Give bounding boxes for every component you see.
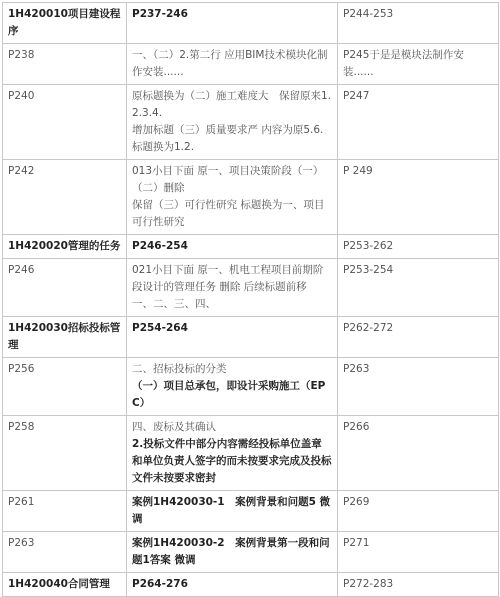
- change-line: 013小目下面 原一、项目决策阶段（一）（二）删除: [132, 165, 324, 194]
- change-cell: [127, 44, 338, 85]
- table-row: [3, 358, 499, 416]
- change-cell: [127, 491, 338, 532]
- section-cell: P242: [3, 160, 127, 235]
- table-row: [3, 3, 499, 44]
- change-line: 原标题换为（二）施工难度大 保留原来1.2.3.4.: [132, 90, 332, 119]
- change-line: 二、招标投标的分类: [132, 363, 227, 375]
- change-cell: [127, 235, 338, 259]
- change-cell: [127, 573, 338, 597]
- section-cell: 1H420030招标投标管理: [3, 317, 127, 358]
- new-page-cell: P245于是是模块法制作安装......: [338, 44, 499, 85]
- change-line: 一、二、三、四、: [132, 298, 216, 310]
- change-line: 案例1H420030-1 案例背景和问题5 微调: [132, 496, 331, 525]
- table-row: [3, 317, 499, 358]
- new-page-cell: P262-272: [338, 317, 499, 358]
- section-cell: P256: [3, 358, 127, 416]
- change-cell: [127, 259, 338, 317]
- table-body: [3, 3, 499, 597]
- new-page-cell: P247: [338, 85, 499, 160]
- section-cell: P246: [3, 259, 127, 317]
- change-line: （一）项目总承包，即设计采购施工（EPC）: [132, 380, 326, 409]
- change-line: 四、废标及其确认: [132, 421, 216, 433]
- section-cell: P263: [3, 532, 127, 573]
- section-cell: 1H420010项目建设程序: [3, 3, 127, 44]
- new-page-cell: P263: [338, 358, 499, 416]
- table-row: [3, 44, 499, 85]
- section-cell: P240: [3, 85, 127, 160]
- new-page-cell: P269: [338, 491, 499, 532]
- table-row: [3, 532, 499, 573]
- table-row: [3, 573, 499, 597]
- table-row: [3, 160, 499, 235]
- new-page-cell: P253-254: [338, 259, 499, 317]
- new-page-cell: P 249: [338, 160, 499, 235]
- new-page-cell: P253-262: [338, 235, 499, 259]
- change-line: 案例1H420030-2 案例背景第一段和问题1答案 微调: [132, 537, 330, 566]
- section-cell: P258: [3, 416, 127, 491]
- change-line: P254-264: [132, 322, 188, 334]
- table-row: [3, 416, 499, 491]
- new-page-cell: P244-253: [338, 3, 499, 44]
- change-cell: [127, 317, 338, 358]
- change-line: P246-254: [132, 240, 188, 252]
- new-page-cell: P271: [338, 532, 499, 573]
- new-page-cell: P266: [338, 416, 499, 491]
- section-cell: 1H420020管理的任务: [3, 235, 127, 259]
- section-cell: 1H420040合同管理: [3, 573, 127, 597]
- change-line: 标题换为1.2.: [132, 141, 195, 153]
- change-cell: [127, 532, 338, 573]
- change-line: 021小目下面 原一、机电工程项目前期阶段设计的管理任务 删除 后续标题前移: [132, 264, 324, 293]
- change-cell: [127, 160, 338, 235]
- section-cell: P261: [3, 491, 127, 532]
- table-row: [3, 259, 499, 317]
- change-cell: [127, 3, 338, 44]
- change-line: 一、（二）2.第二行 应用BIM技术模块化制作安装......: [132, 49, 328, 78]
- change-line: P237-246: [132, 8, 188, 20]
- change-line: 2.投标文件中部分内容需经投标单位盖章和单位负责人签字的而未按要求完成及投标文件未按要求密封: [132, 438, 332, 484]
- table-row: [3, 491, 499, 532]
- new-page-cell: P272-283: [338, 573, 499, 597]
- table-row: [3, 85, 499, 160]
- change-line: P264-276: [132, 578, 188, 590]
- change-cell: [127, 358, 338, 416]
- change-line: 增加标题（三）质量要求严 内容为原5.6.: [132, 124, 324, 136]
- section-cell: P238: [3, 44, 127, 85]
- change-cell: [127, 85, 338, 160]
- table-row: [3, 235, 499, 259]
- revision-table: [2, 2, 499, 597]
- change-line: 保留（三）可行性研究 标题换为一、项目可行性研究: [132, 199, 325, 228]
- change-cell: [127, 416, 338, 491]
